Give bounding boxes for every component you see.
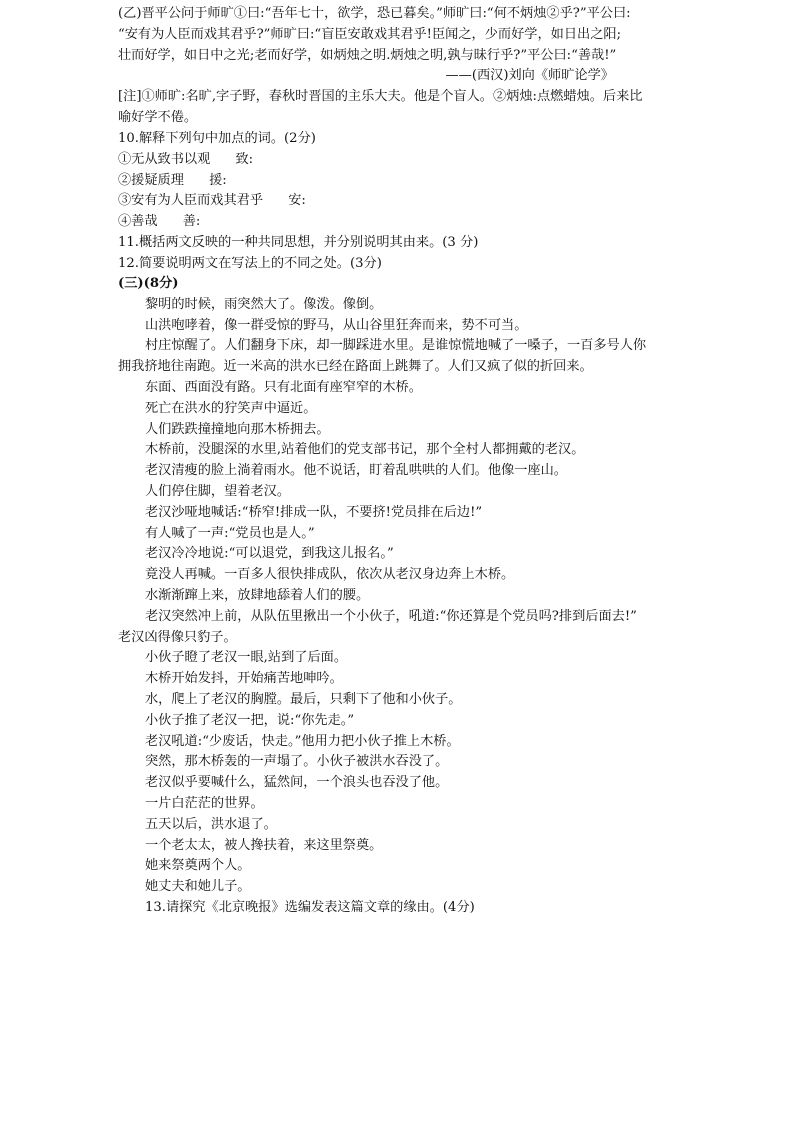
question-10-item: ④善哉 善: [118,214,201,230]
story-line: 一个老太太，被人搀扶着，来这里祭奠。 [145,837,383,853]
story-line: 木桥前，没腿深的水里,站着他们的党支部书记，那个全村人都拥戴的老汉。 [145,442,585,458]
story-line: 有人喊了一声:“党员也是人。” [145,525,315,541]
story-line: 老汉突然冲上前，从队伍里揪出一个小伙子，吼道:“你还算是个党员吗?排到后面去!” [145,608,637,624]
question-10-item: ③安有为人臣而戏其君乎 安: [118,193,306,209]
story-line: 老汉凶得像只豹子。 [118,629,237,645]
story-line: 老汉清瘦的脸上淌着雨水。他不说话，盯着乱哄哄的人们。他像一座山。 [145,463,567,479]
story-line: 小伙子瞪了老汉一眼,站到了后面。 [145,650,348,666]
story-line: 竟没人再喊。一百多人很快排成队，依次从老汉身边奔上木桥。 [145,567,515,583]
story-line: 人们跌跌撞撞地向那木桥拥去。 [145,421,330,437]
story-line: 水，爬上了老汉的胸膛。最后，只剩下了他和小伙子。 [145,691,462,707]
story-line: 老汉冷冷地说:“可以退党，到我这儿报名。” [145,546,394,562]
story-line: 老汉吼道:“少废话，快走。”他用力把小伙子推上木桥。 [145,733,460,749]
story-line: 黎明的时候，雨突然大了。像泼。像倒。 [145,296,383,312]
story-line: 村庄惊醒了。人们翻身下床，却一脚踩进水里。是谁惊慌地喊了一嗓子，一百多号人你 [145,338,647,354]
story-line: 水渐渐蹿上来，放肆地舔着人们的腰。 [145,587,370,603]
story-line: 小伙子推了老汉一把，说:“你先走。” [145,712,355,728]
passage-b [118,4,684,129]
annotation-note: 喻好学不倦。 [118,109,198,125]
story-line: 死亡在洪水的狞笑声中逼近。 [145,400,317,416]
story-line: 拥我挤地往南跑。近一米高的洪水已经在路面上跳舞了。人们又疯了似的折回来。 [118,359,593,375]
passage-b-line: 壮而好学，如日中之光;老而好学，如炳烛之明.炳烛之明,孰与昧行乎?”平公曰:“善哉!” [118,47,617,63]
story-line: 她丈夫和她儿子。 [145,879,251,895]
story-line: 人们停住脚，望着老汉。 [145,483,291,499]
question-10: 10.解释下列句中加点的词。(2分) [118,131,316,146]
story-line: 木桥开始发抖，开始痛苦地呻吟。 [145,671,343,687]
questions-10-12 [118,129,684,275]
section-heading: (三)(8分) [118,276,179,291]
story-line: 突然，那木桥轰的一声塌了。小伙子被洪水吞没了。 [145,754,449,770]
story-line: 五天以后，洪水退了。 [145,816,277,832]
section-3 [118,274,684,919]
passage-b-line: “安有为人臣而戏其君乎?”师旷曰:“盲臣安敢戏其君乎!臣闻之，少而好学，如日出之阳; [118,26,622,42]
question-12: 12.简要说明两文在写法上的不同之处。(3分) [118,255,382,271]
passage-b-source: ——(西汉)刘向《师旷论学》 [445,68,614,84]
story-text [118,295,684,898]
story-line: 老汉似乎要喊什么，猛然间，一个浪头也吞没了他。 [145,775,449,791]
story-line: 东面、西面没有路。只有北面有座窄窄的木桥。 [145,379,422,395]
passage-b-line: (乙)晋平公问于师旷①曰:“吾年七十，欲学，恐已暮矣。”师旷曰:“何不炳烛②乎?”平公曰: [118,6,631,21]
question-10-item: ②援疑质理 援: [118,172,227,188]
story-line: 山洪咆哮着，像一群受惊的野马，从山谷里狂奔而来，势不可当。 [145,317,528,333]
question-11: 11.概括两文反映的一种共同思想，并分别说明其由来。(3 分) [118,234,479,250]
question-13: 13.请探究《北京晚报》选编发表这篇文章的缘由。(4分) [145,899,475,915]
question-10-item: ①无从致书以观 致: [118,151,254,167]
annotation-note: [注]①师旷:名旷,字子野，春秋时晋国的主乐大夫。他是个盲人。②炳烛:点燃蜡烛。后来比 [118,89,643,105]
story-line: 一片白茫茫的世界。 [145,795,264,811]
story-line: 她来祭奠两个人。 [145,858,251,874]
story-line: 老汉沙哑地喊话:“桥窄!排成一队，不要挤!党员排在后边!” [145,504,483,520]
